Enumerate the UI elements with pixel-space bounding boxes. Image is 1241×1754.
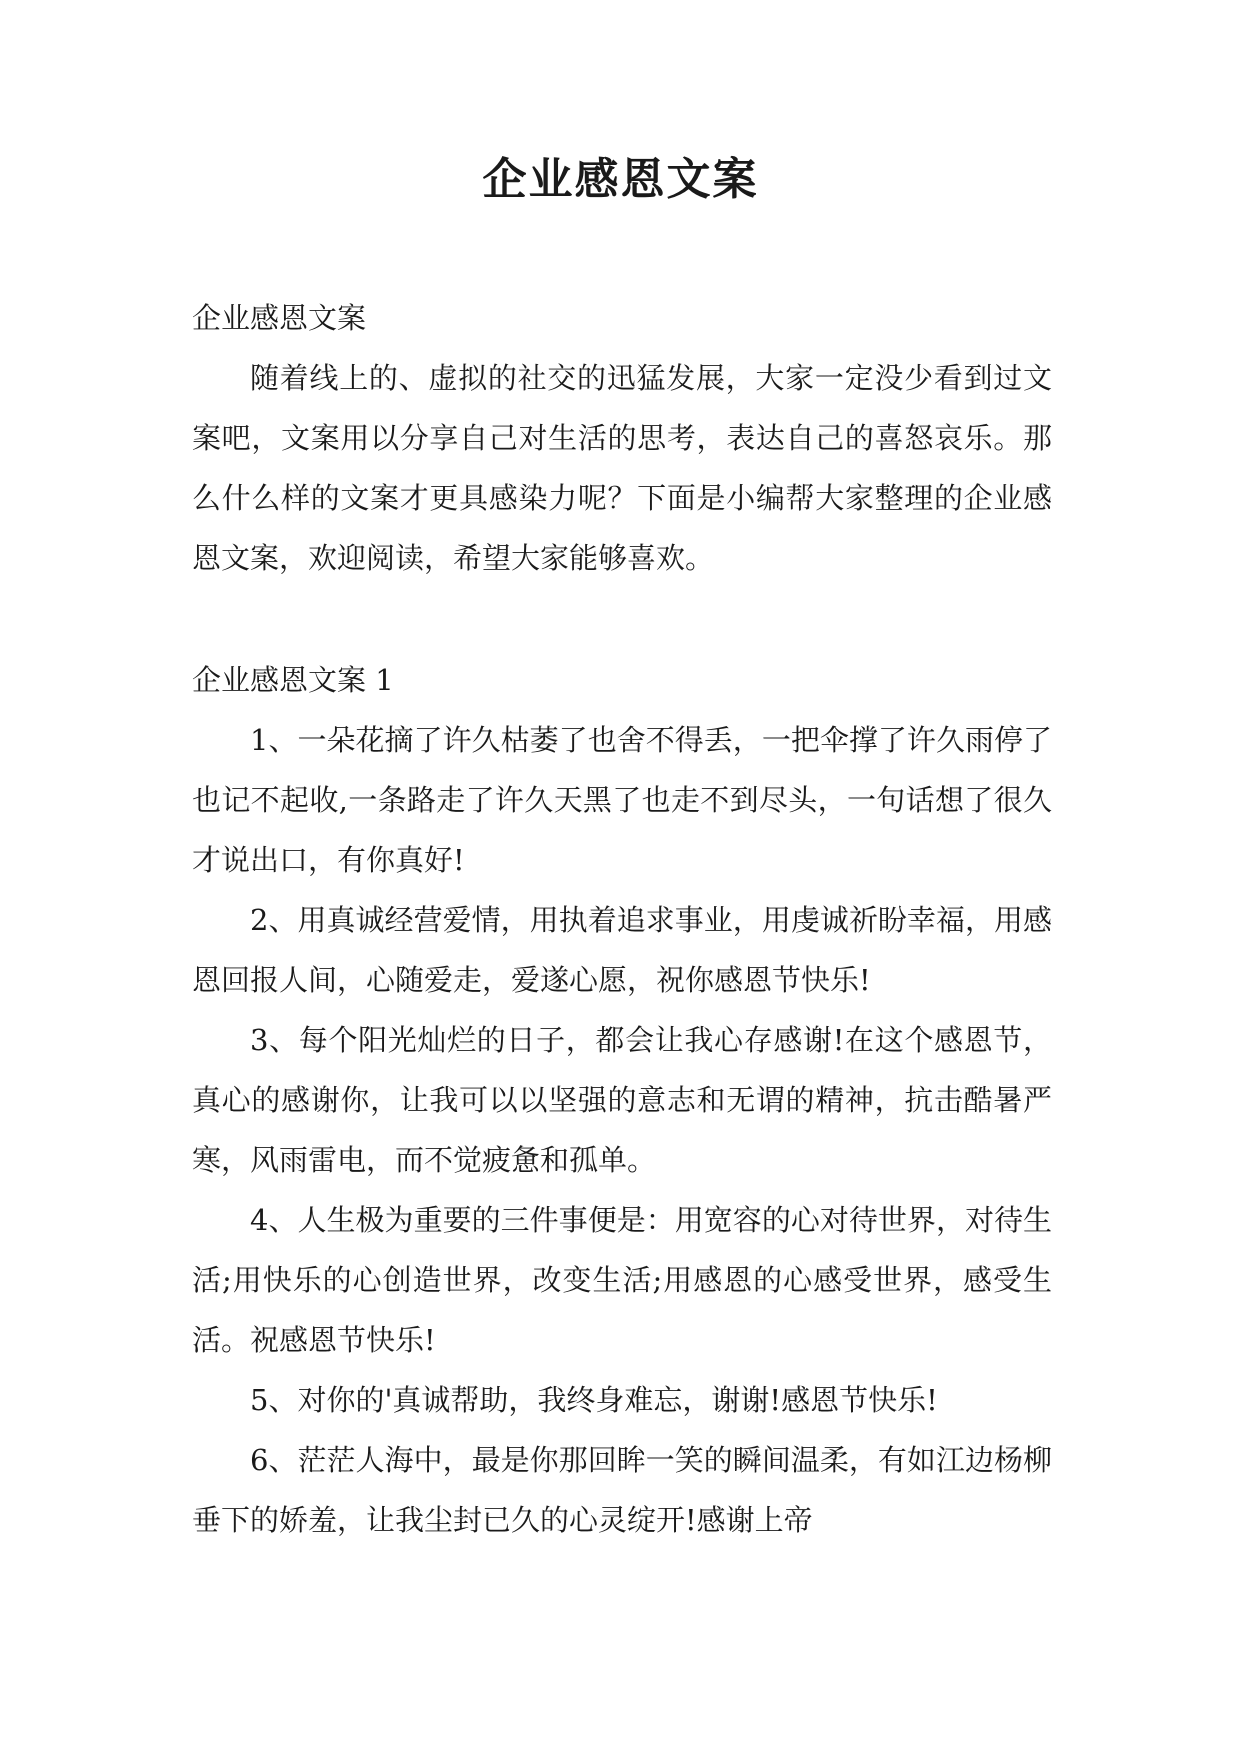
list-item: 4、人生极为重要的三件事便是：用宽容的心对待世界，对待生活;用快乐的心创造世界，改变生活;用感恩的心感受世界，感受生活。祝感恩节快乐! — [192, 1203, 1052, 1357]
section-spacer — [192, 588, 1052, 650]
intro-heading: 企业感恩文案 — [192, 301, 367, 335]
list-item: 1、一朵花摘了许久枯萎了也舍不得丢，一把伞撑了许久雨停了也记不起收,一条路走了许久天黑了也走不到尽头，一句话想了很久才说出口，有你真好! — [192, 723, 1052, 877]
list-item: 3、每个阳光灿烂的日子，都会让我心存感谢!在这个感恩节，真心的感谢你，让我可以以坚强的意志和无谓的精神，抗击酷暑严寒，风雨雷电，而不觉疲惫和孤单。 — [192, 1023, 1052, 1177]
document-body — [192, 288, 1052, 1550]
intro-paragraph: 随着线上的、虚拟的社交的迅猛发展，大家一定没少看到过文案吧，文案用以分享自己对生活的思考，表达自己的喜怒哀乐。那么什么样的文案才更具感染力呢？下面是小编帮大家整理的企业感恩文案，欢迎阅读，希望大家能够喜欢。 — [192, 361, 1052, 575]
section-heading: 企业感恩文案 1 — [192, 663, 394, 697]
list-item: 2、用真诚经营爱情，用执着追求事业，用虔诚祈盼幸福，用感恩回报人间，心随爱走，爱遂心愿，祝你感恩节快乐! — [192, 903, 1052, 997]
list-item: 5、对你的'真诚帮助，我终身难忘，谢谢!感恩节快乐! — [250, 1383, 938, 1417]
list-item: 6、茫茫人海中，最是你那回眸一笑的瞬间温柔，有如江边杨柳垂下的娇羞，让我尘封已久的心灵绽开!感谢上帝 — [192, 1443, 1052, 1537]
document-title: 企业感恩文案 — [482, 154, 759, 205]
